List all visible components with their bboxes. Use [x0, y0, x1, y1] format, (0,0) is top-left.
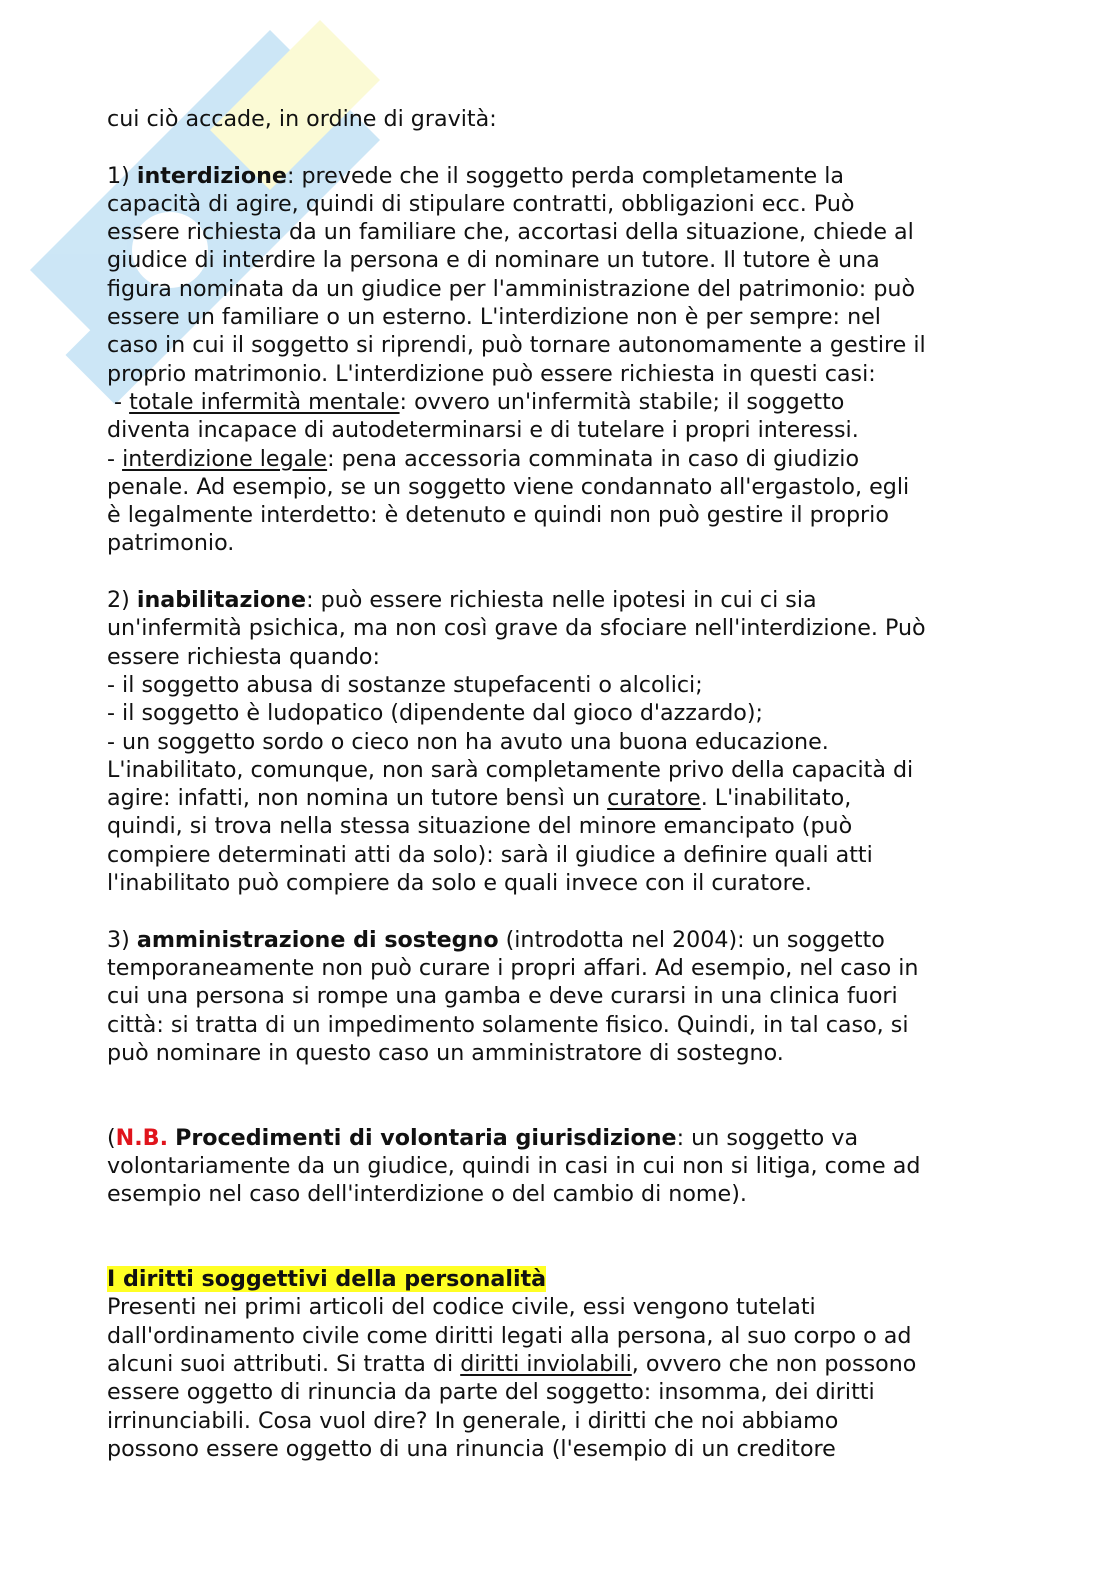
- section-interdizione: 1) interdizione: prevede che il soggetto perda completamente la capacità di agire, quindi di stipulare contratti, obbligazioni ecc. Può essere richiesta da un familiare che, accortasi della situazione, chiede al giudice di interdire la persona e di nominare un tutore. Il tutore è una figura nominata da un giudice per l'amministrazione del patrimonio: può essere un familiare o un esterno. L'interdizione non è per sempre: nel caso in cui il soggetto si riprendi, può tornare autonomamente a gestire il proprio matrimonio. L'interdizione può essere richiesta in questi casi: - totale infermità mentale: ovvero un'infermità stabile; il soggetto diventa incapace di autodeterminarsi e di tutelare i propri interessi. - interdizione legale: pena accessoria comminata in caso di giudizio penale. Ad esempio, se un soggetto viene condannato all'ergastolo, egli è legalmente interdetto: è detenuto e quindi non può gestire il proprio patrimonio.: [107, 162, 926, 557]
- term-interdizione-legale: interdizione legale: [122, 445, 328, 472]
- term-interdizione: interdizione: [136, 162, 287, 189]
- section-heading: I diritti soggettivi della personalità: [107, 1266, 547, 1293]
- term-inabilitazione: inabilitazione: [136, 587, 307, 614]
- term-totale-infermita: totale infermità mentale: [129, 388, 400, 415]
- term-curatore: curatore: [607, 785, 701, 812]
- nb-note: (N.B. Procedimenti di volontaria giurisdizione: un soggetto va volontariamente da un giudice, quindi in casi in cui non si litiga, come ad esempio nel caso dell'interdizione o del cambio di nome).: [107, 1124, 921, 1208]
- nb-label: N.B.: [115, 1124, 168, 1151]
- item-number: 2): [107, 587, 130, 614]
- section-amministrazione: 3) amministrazione di sostegno (introdotta nel 2004): un soggetto temporaneamente non può curare i propri affari. Ad esempio, nel caso in cui una persona si rompe una gamba e deve curarsi in una clinica fuori città: si tratta di un impedimento solamente fisico. Quindi, in tal caso, si può nominare in questo caso un amministratore di sostegno.: [107, 926, 919, 1066]
- intro-line: cui ciò accade, in ordine di gravità:: [107, 106, 497, 132]
- term-diritti-inviolabili: diritti inviolabili: [460, 1351, 632, 1378]
- document-page: [107, 105, 1007, 1463]
- section-diritti-personalita: I diritti soggettivi della personalità Presenti nei primi articoli del codice civile, essi vengono tutelati dall'ordinamento civile come diritti legati alla persona, al suo corpo o ad alcuni suoi attributi. Si tratta di diritti inviolabili, ovvero che non possono essere oggetto di rinuncia da parte del soggetto: insomma, dei diritti irrinunciabili. Cosa vuol dire? In generale, i diritti che noi abbiamo possono essere oggetto di una rinuncia (l'esempio di un creditore: [107, 1266, 917, 1462]
- item-number: 1): [107, 162, 130, 189]
- item-number: 3): [107, 926, 130, 953]
- term-amministrazione: amministrazione di sostegno: [136, 926, 499, 953]
- term-volontaria-giurisdizione: Procedimenti di volontaria giurisdizione: [175, 1124, 677, 1151]
- section-inabilitazione: 2) inabilitazione: può essere richiesta nelle ipotesi in cui ci sia un'infermità psichica, ma non così grave da sfociare nell'interdizione. Può essere richiesta quando: - il soggetto abusa di sostanze stupefacenti o alcolici; - il soggetto è ludopatico (dipendente dal gioco d'azzardo); - un soggetto sordo o cieco non ha avuto una buona educazione. L'inabilitato, comunque, non sarà completamente privo della capacità di agire: infatti, non nomina un tutore bensì un curatore. L'inabilitato, quindi, si trova nella stessa situazione del minore emancipato (può compiere determinati atti da solo): sarà il giudice a definire quali atti l'inabilitato può compiere da solo e quali invece con il curatore.: [107, 587, 926, 897]
